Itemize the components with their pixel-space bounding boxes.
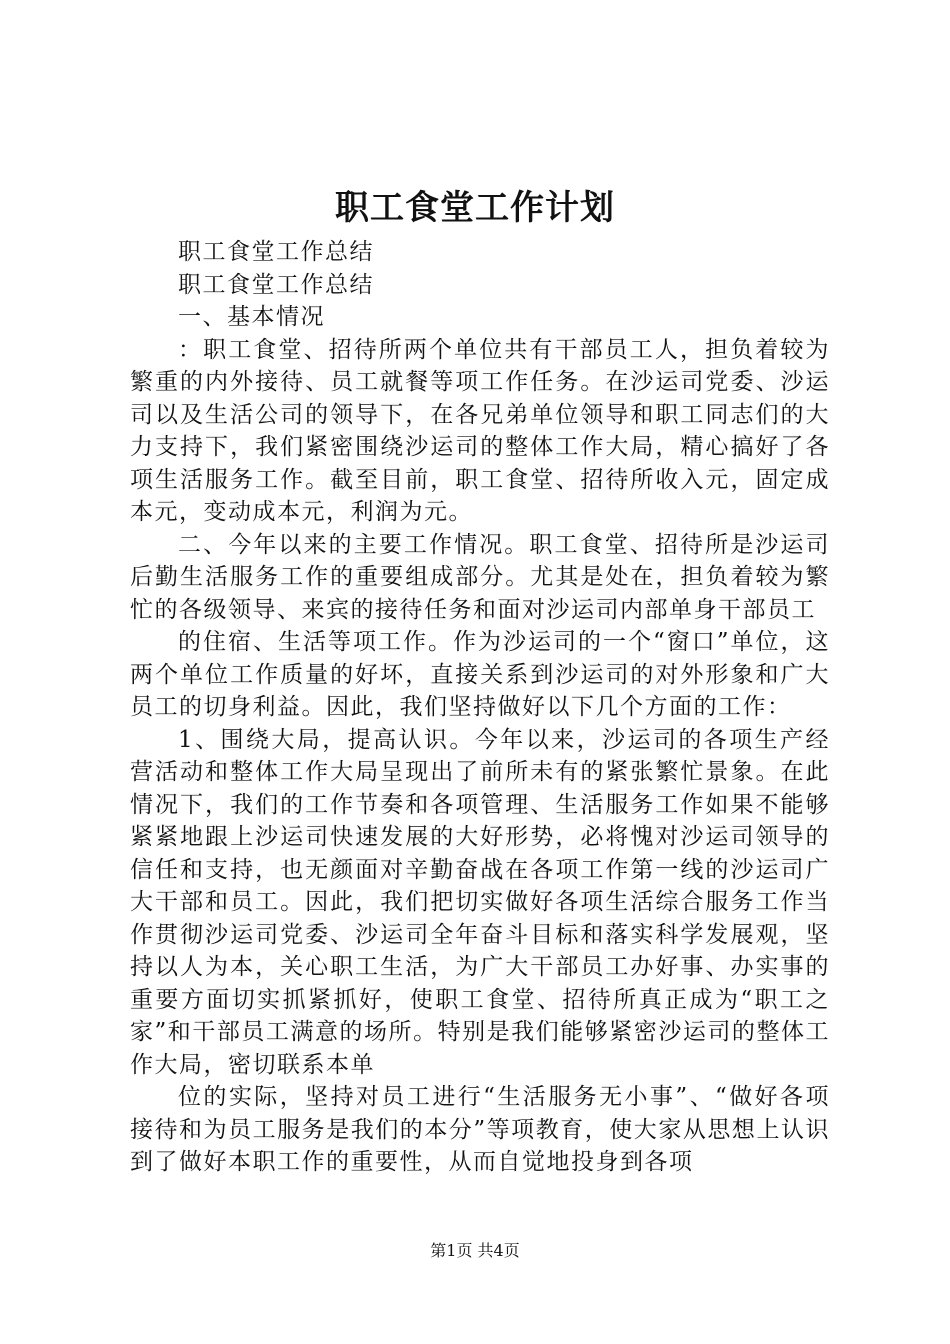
paragraph: 一、基本情况 [178, 304, 325, 330]
page-number-footer: 第1页 共4页 [430, 1241, 520, 1260]
paragraph: 二、今年以来的主要工作情况。职工食堂、招待所是沙运司后勤生活服务工作的重要组成部分。尤其是处在，担负着较为繁忙的各级领导、来宾的接待任务和面对沙运司内部单身干部员工 [130, 531, 830, 623]
paragraph: 职工食堂工作总结 [178, 271, 374, 298]
paragraph: 的住宿、生活等项工作。作为沙运司的一个“窗口”单位，这两个单位工作质量的好坏，直接关系到沙运司的对外形象和广大员工的切身利益。因此，我们坚持做好以下几个方面的工作： [130, 629, 830, 720]
paragraph: 位的实际，坚持对员工进行“生活服务无小事”、“做好各项接待和为员工服务是我们的本分”等项教育，使大家从思想上认识到了做好本职工作的重要性，从而自觉地投身到各项 [130, 1084, 830, 1175]
paragraph: 职工食堂工作总结 [178, 239, 374, 265]
document-title: 职工食堂工作计划 [335, 188, 615, 228]
paragraph: 1、围绕大局，提高认识。今年以来，沙运司的各项生产经营活动和整体工作大局呈现出了前所未有的紧张繁忙景象。在此情况下，我们的工作节奏和各项管理、生活服务工作如果不能够紧紧地跟上沙运司快速发展的大好形势，必将愧对沙运司领导的信任和支持，也无颜面对辛勤奋战在各项工作第一线的沙运司广大干部和员工。因此，我们把切实做好各项生活综合服务工作当作贯彻沙运司党委、沙运司全年奋斗目标和落实科学发展观，坚持以人为本，关心职工生活，为广大干部员工办好事、办实事的重要方面切实抓紧抓好，使职工食堂、招待所真正成为“职工之家”和干部员工满意的场所。特别是我们能够紧密沙运司的整体工作大局，密切联系本单 [130, 726, 830, 1078]
document-body [130, 236, 830, 1179]
paragraph: ：职工食堂、招待所两个单位共有干部员工人，担负着较为繁重的内外接待、员工就餐等项工作任务。在沙运司党委、沙运司以及生活公司的领导下，在各兄弟单位领导和职工同志们的大力支持下，我们紧密围绕沙运司的整体工作大局，精心搞好了各项生活服务工作。截至目前，职工食堂、招待所收入元，固定成本元，变动成本元，利润为元。 [130, 336, 830, 525]
